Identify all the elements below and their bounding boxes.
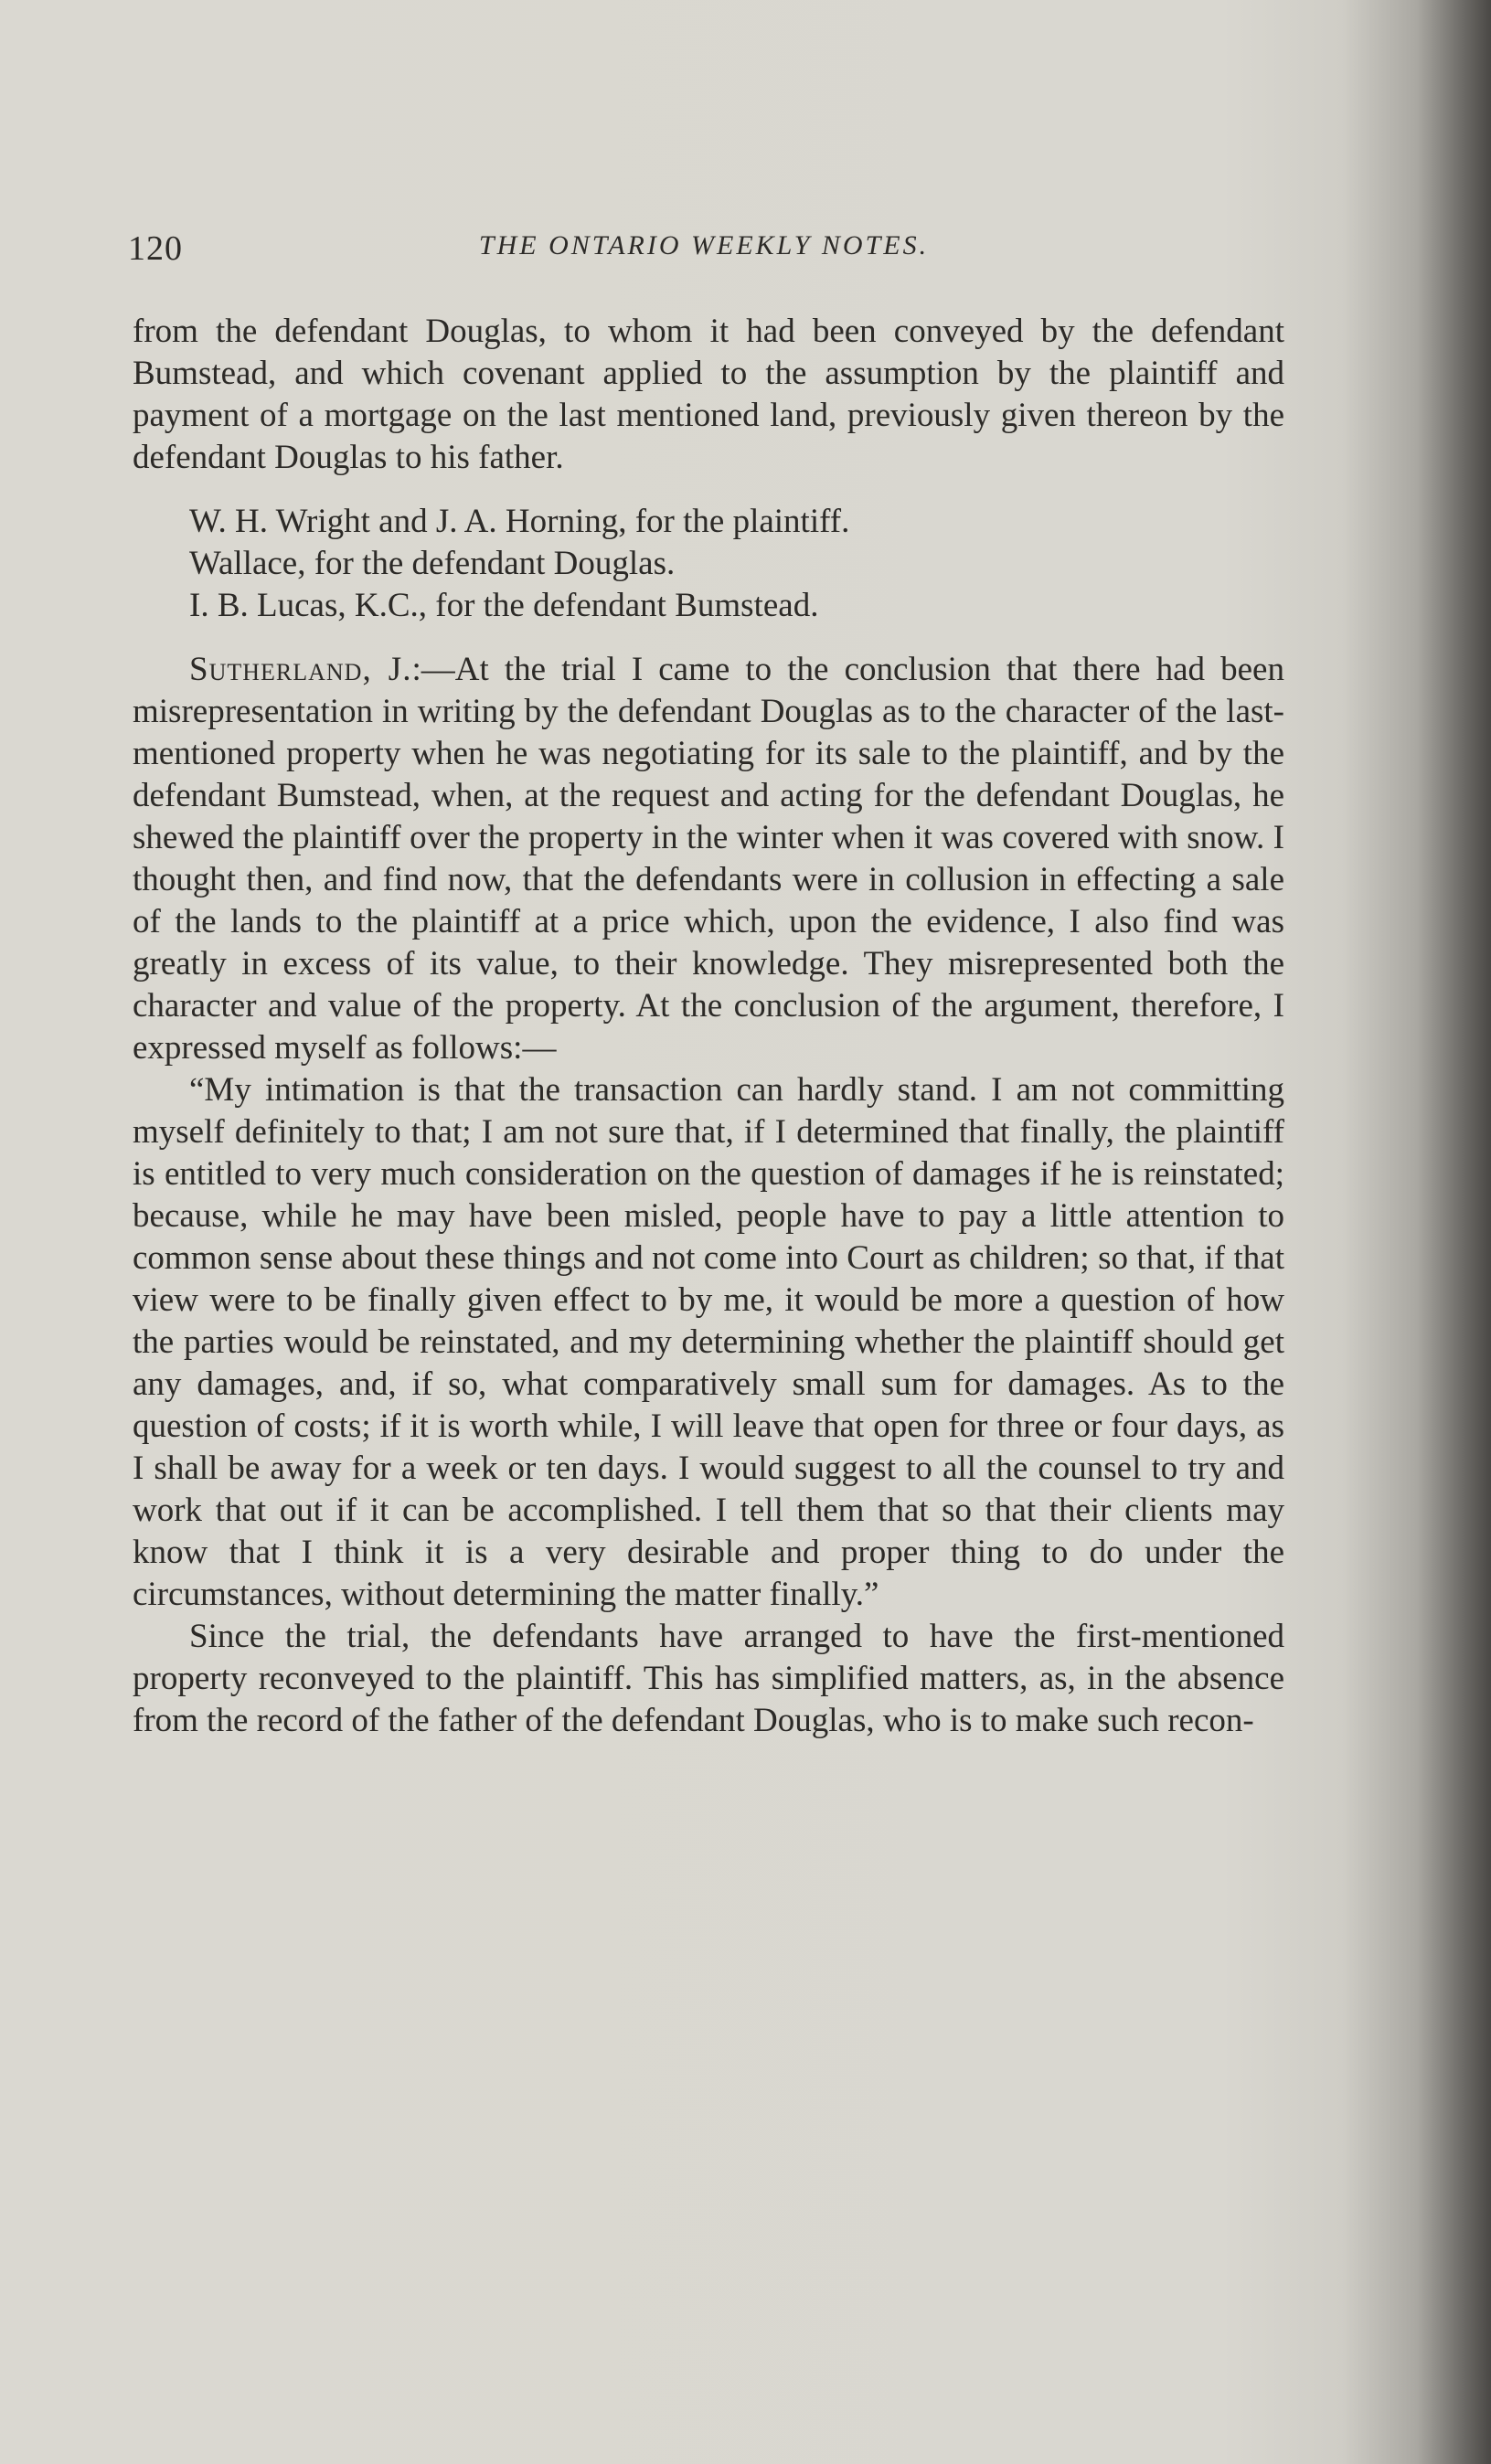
counsel-line-bumstead: I. B. Lucas, K.C., for the defendant Bumstead. <box>189 587 819 624</box>
closing-paragraph: Since the trial, the defendants have arranged to have the first-mentioned property reconveyed to the plaintiff. This has simplified matters, as, in the absence from the record of the father of the defendant Douglas, who is to make such recon- <box>133 1618 1284 1739</box>
judgment-paragraph <box>133 649 1284 1069</box>
running-title: THE ONTARIO WEEKLY NOTES. <box>478 230 930 260</box>
counsel-list <box>133 501 1284 627</box>
counsel-line-plaintiff: W. H. Wright and J. A. Horning, for the plaintiff. <box>189 503 850 540</box>
counsel-line-douglas: Wallace, for the defendant Douglas. <box>189 545 676 582</box>
judge-name: Sutherland, J. <box>189 651 412 688</box>
page-body <box>133 311 1284 1742</box>
opening-paragraph: from the defendant Douglas, to whom it had been conveyed by the defendant Bumstead, and which covenant applied to the assumption by the plaintiff and payment of a mortgage on the last mentioned land, previously given thereon by the defendant Douglas to his father. <box>133 313 1284 476</box>
quoted-paragraph: “My intimation is that the transaction can hardly stand. I am not committing myself definitely to that; I am not sure that, if I determined that finally, the plaintiff is entitled to very much consideration on the question of damages if he is reinstated; because, while he may have been misled, people have to pay a little attention to common sense about these things and not come into Court as children; so that, if that view were to be finally given effect to by me, it would be more a question of how the parties would be reinstated, and my determining whether the plaintiff should get any damages, and, if so, what comparatively small sum for damages. As to the question of costs; if it is worth while, I will leave that open for three or four days, as I shall be away for a week or ten days. I would suggest to all the counsel to try and work that out if it can be accomplished. I tell them that so that their clients may know that I think it is a very desirable and proper thing to do under the circumstances, without determining the matter finally.” <box>133 1071 1284 1613</box>
page-number: 120 <box>128 229 183 268</box>
page-header <box>128 228 1280 283</box>
judgment-text: :—At the trial I came to the conclusion that there had been misrepresentation in writing by the defendant Douglas as to the character of the last-mentioned property when he was negotiating for its sale to the plaintiff, and by the defendant Bumstead, when, at the request and acting for the defendant Douglas, he shewed the plaintiff over the property in the winter when it was covered with snow. I thought then, and find now, that the defendants were in collusion in effecting a sale of the lands to the plaintiff at a price which, upon the evidence, I also find was greatly in excess of its value, to their knowledge. They misrepresented both the character and value of the property. At the conclusion of the argument, therefore, I expressed myself as follows:— <box>133 651 1284 1067</box>
